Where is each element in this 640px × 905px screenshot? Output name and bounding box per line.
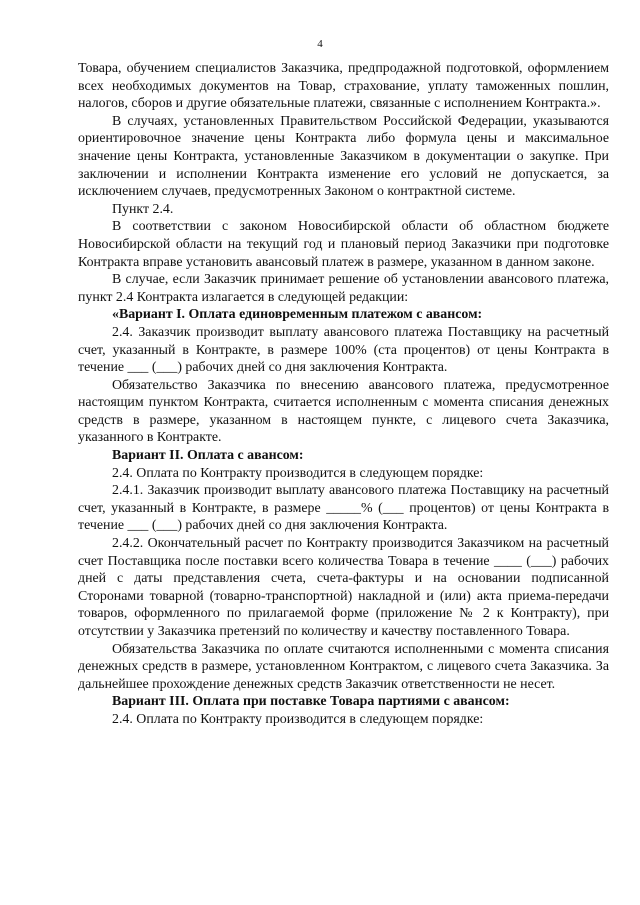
variant-2-obligation: Обязательства Заказчика по оплате считаются исполненными с момента списания денежных средств в размере, установленном Контрактом, с лицевого счета Заказчика. За дальнейшее прохождение денежных средств Заказчик ответственности не несет. [78, 641, 609, 692]
variant-2-clause-2-4-1: 2.4.1. Заказчик производит выплату авансового платежа Поставщику на расчетный счет, указанный в Контракте, в размере _____% (___ процентов) от цены Контракта в течение ___ (___) рабочих дней со дня заключения Контракта. [78, 483, 609, 534]
variant-3-clause-2-4: 2.4. Оплата по Контракту производится в следующем порядке: [112, 711, 484, 727]
variant-2-clause-2-4: 2.4. Оплата по Контракту производится в следующем порядке: [112, 465, 484, 481]
variant-1-heading: «Вариант I. Оплата единовременным платежом с авансом: [112, 307, 483, 323]
page-number: 4 [317, 38, 323, 50]
variant-2-clause-2-4-2: 2.4.2. Окончательный расчет по Контракту производится Заказчиком на расчетный счет Поставщика после поставки всего количества Товара в течение ____ (___) рабочих дней с даты представления счета, счета-фактуры и на основании подписанной Сторонами товарной (товарно-транспортной) накладной и (или) акта приема-передачи товаров, оформленного по прилагаемой форме (приложение № 2 к Контракту), при отсутствии у Заказчика претензий по количеству и качеству поставленного Товара. [78, 536, 609, 639]
paragraph-regional-law: В соответствии с законом Новосибирской области об областном бюджете Новосибирской области на текущий год и плановый период Заказчики при подготовке Контракта вправе установить авансовый платеж в размере, указанном в данном законе. [78, 219, 609, 270]
variant-1-clause-2-4: 2.4. Заказчик производит выплату авансового платежа Поставщику на расчетный счет, указанный в Контракте, в размере 100% (ста процентов) от цены Контракта в течение ___ (___) рабочих дней со дня заключения Контракта. [78, 324, 609, 376]
paragraph-price-cases: В случаях, установленных Правительством Российской Федерации, указываются ориентировочное значение цены Контракта либо формула цены и максимальное значение цены Контракта, установленные Заказчиком в документации о закупке. При заключении и исполнении Контракта изменение его условий не допускается, за исключением случаев, предусмотренных Законом о контрактной системе. [78, 113, 609, 200]
paragraph-advance-decision: В случае, если Заказчик принимает решение об установлении авансового платежа, пункт 2.4 Контракта излагается в следующей редакции: [78, 272, 609, 305]
document-body [78, 60, 609, 729]
variant-3-heading: Вариант III. Оплата при поставке Товара партиями с авансом: [112, 694, 510, 710]
variant-2-heading: Вариант II. Оплата с авансом: [112, 448, 304, 464]
paragraph-continuation: Товара, обучением специалистов Заказчика, предпродажной подготовкой, оформлением всех необходимых документов на Товар, страхование, уплату таможенных пошлин, налогов, сборов и другие обязательные платежи, связанные с исполнением Контракта.». [78, 61, 609, 112]
variant-1-obligation: Обязательство Заказчика по внесению авансового платежа, предусмотренное настоящим пунктом Контракта, считается исполненным с момента списания денежных средств в размере, указанном в настоящем пункте, с лицевого счета Заказчика, указанного в Контракте. [78, 377, 609, 446]
clause-heading-2-4: Пункт 2.4. [112, 201, 174, 217]
